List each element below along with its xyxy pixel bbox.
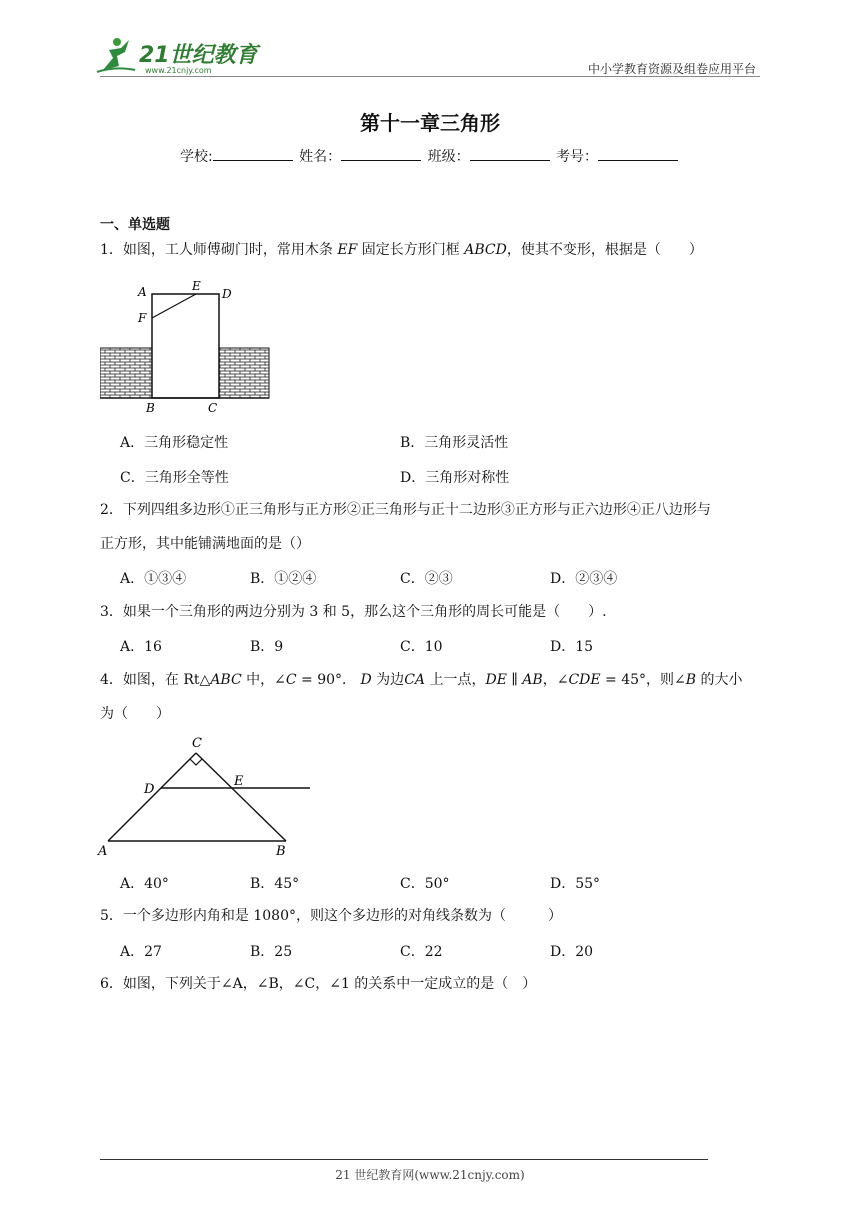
figure-door-frame	[100, 278, 270, 422]
q5-option-d[interactable]: D．20	[550, 944, 594, 960]
question-2-line2: 正方形，其中能铺满地面的是（）	[100, 536, 310, 552]
logo-url: www.21cnjy.com	[145, 66, 212, 75]
q3-option-d[interactable]: D．15	[550, 639, 594, 655]
q3-option-c[interactable]: C．10	[400, 639, 443, 655]
q4-option-b[interactable]: B．45°	[250, 876, 300, 892]
school-blank[interactable]	[213, 146, 293, 161]
question-4: 4．如图，在 Rt△ABC 中，∠C = 90°． D 为边CA 上一点，DE ∥ AB，∠CDE = 45°，则∠B 的大小	[100, 672, 743, 688]
q4-option-d[interactable]: D．55°	[550, 876, 601, 892]
label-F: F	[138, 311, 147, 325]
question-6: 6．如图，下列关于∠A，∠B，∠C，∠1 的关系中一定成立的是（ ）	[100, 976, 537, 992]
q5-option-b[interactable]: B．25	[250, 944, 293, 960]
figure-triangle	[96, 733, 316, 865]
q3-option-a[interactable]: A．16	[120, 639, 162, 655]
student-info	[0, 146, 860, 166]
label-B: B	[146, 401, 155, 415]
label-C: C	[192, 736, 202, 751]
question-number: 4．	[100, 672, 123, 688]
question-2: 2．下列四组多边形①正三角形与正方形②正三角形与正十二边形③正方形与正六边形④正八边形与	[100, 502, 711, 518]
q2-option-a[interactable]: A．①③④	[120, 571, 187, 587]
school-label: 学校:	[179, 149, 213, 165]
section-heading: 一、单选题	[100, 217, 170, 233]
label-D: D	[144, 782, 155, 797]
label-E: E	[192, 279, 201, 293]
q2-option-c[interactable]: C．②③	[400, 571, 453, 587]
class-label: 班级：	[427, 149, 470, 165]
page-title: 第十一章三角形	[360, 111, 500, 135]
q1-option-a[interactable]: A．三角形稳定性	[120, 435, 229, 451]
header-divider	[100, 76, 760, 77]
logo-text: 21世纪教育	[139, 43, 258, 68]
label-A: A	[138, 285, 147, 299]
label-C: C	[208, 401, 218, 415]
question-number: 3．	[100, 604, 123, 620]
label-A: A	[98, 844, 108, 859]
question-3: 3．如果一个三角形的两边分别为 3 和 5，那么这个三角形的周长可能是（ ）.	[100, 604, 607, 620]
question-4-line2: 为（ ）	[100, 706, 170, 722]
name-label: 姓名：	[299, 149, 342, 165]
footer-divider	[100, 1159, 708, 1160]
q3-option-b[interactable]: B．9	[250, 639, 284, 655]
q1-option-b[interactable]: B．三角形灵活性	[400, 435, 509, 451]
platform-name: 中小学教育资源及组卷应用平台	[587, 62, 756, 76]
label-E: E	[234, 774, 244, 789]
q5-option-c[interactable]: C．22	[400, 944, 443, 960]
q2-option-d[interactable]: D．②③④	[550, 571, 618, 587]
q1-option-d[interactable]: D．三角形对称性	[400, 470, 510, 486]
question-number: 2．	[100, 502, 123, 518]
q4-option-c[interactable]: C．50°	[400, 876, 450, 892]
question-number: 5．	[100, 908, 123, 924]
question-number: 1．	[100, 242, 123, 258]
q4-option-a[interactable]: A．40°	[120, 876, 169, 892]
question-1: 1．如图，工人师傅砌门时，常用木条 EF 固定长方形门框 ABCD，使其不变形，根据是（ ）	[100, 242, 703, 258]
question-number: 6．	[100, 976, 123, 992]
exam-no-label: 考号：	[556, 149, 599, 165]
label-D: D	[222, 287, 232, 301]
footer-text: 21 世纪教育网(www.21cnjy.com)	[335, 1168, 525, 1182]
class-blank[interactable]	[470, 146, 550, 161]
logo	[95, 36, 265, 76]
q5-option-a[interactable]: A．27	[120, 944, 162, 960]
name-blank[interactable]	[341, 146, 421, 161]
q1-option-c[interactable]: C．三角形全等性	[120, 470, 229, 486]
q2-option-b[interactable]: B．①②④	[250, 571, 317, 587]
question-5: 5．一个多边形内角和是 1080°，则这个多边形的对角线条数为（ ）	[100, 908, 562, 924]
exam-no-blank[interactable]	[598, 146, 678, 161]
label-B: B	[276, 844, 286, 859]
